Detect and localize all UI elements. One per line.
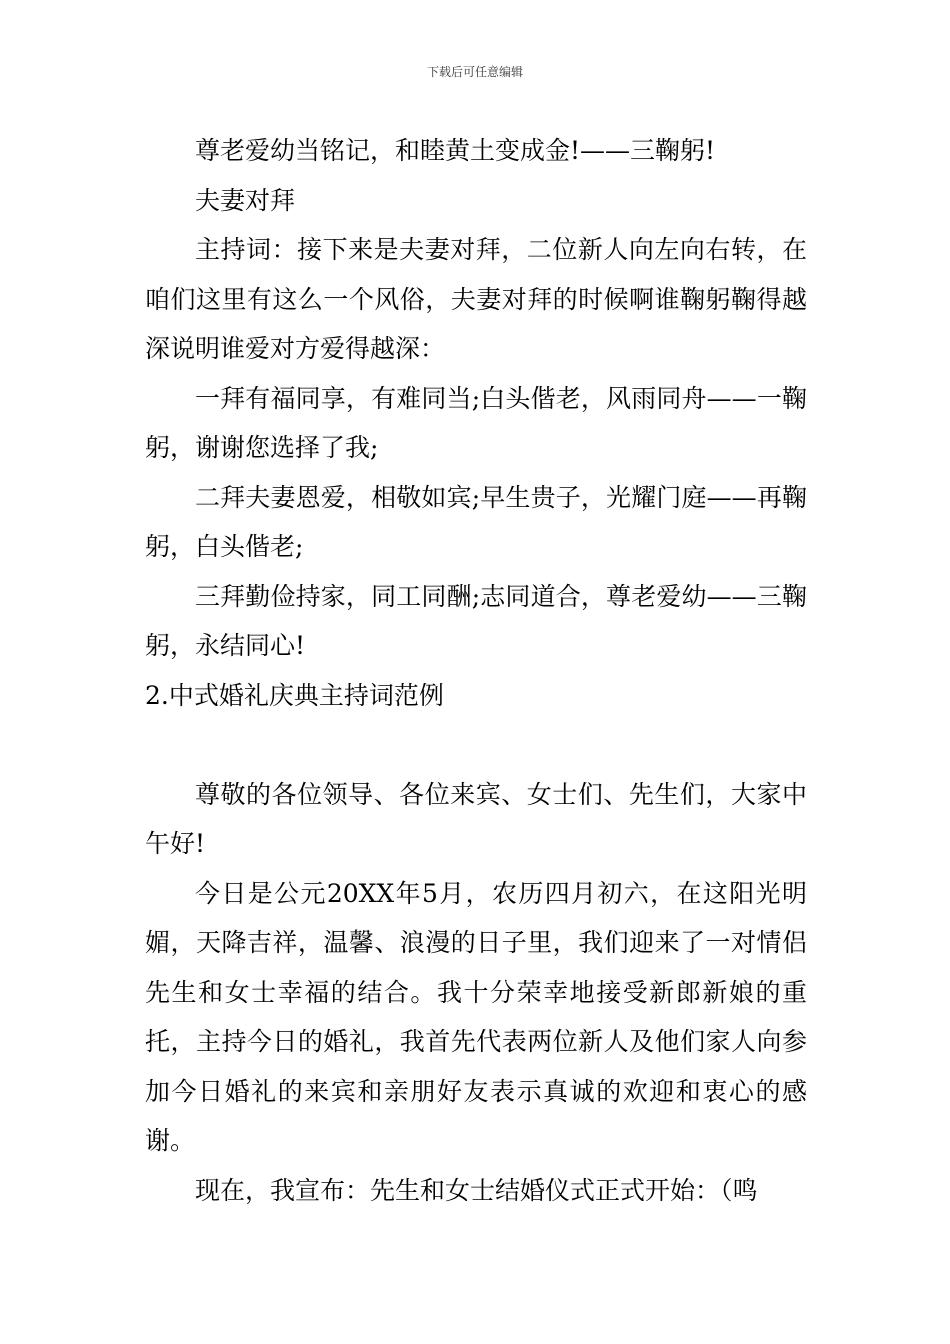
document-body <box>145 126 807 1215</box>
paragraph: 三拜勤俭持家，同工同酬;志同道合，尊老爱幼——三鞠躬，永结同心! <box>145 581 807 660</box>
paragraph: 尊敬的各位领导、各位来宾、女士们、先生们，大家中午好! <box>145 779 807 858</box>
blank-line <box>145 720 807 770</box>
paragraph: 今日是公元20XX年5月，农历四月初六，在这阳光明媚，天降吉祥，温馨、浪漫的日子里，我们迎来了一对情侣先生和女士幸福的结合。我十分荣幸地接受新郎新娘的重托，主持今日的婚礼，我首先代表两位新人及他们家人向参加今日婚礼的来宾和亲朋好友表示真诚的欢迎和衷心的感谢。 <box>145 878 807 1155</box>
paragraph: 主持词：接下来是夫妻对拜，二位新人向左向右转，在咱们这里有这么一个风俗，夫妻对拜的时候啊谁鞠躬鞠得越深说明谁爱对方爱得越深： <box>145 235 807 363</box>
paragraph: 夫妻对拜 <box>195 185 296 215</box>
section-heading: 2.中式婚礼庆典主持词范例 <box>145 680 444 710</box>
paragraph: 尊老爱幼当铭记，和睦黄土变成金!——三鞠躬! <box>195 136 716 165</box>
paragraph: 一拜有福同享，有难同当;白头偕老，风雨同舟——一鞠躬，谢谢您选择了我; <box>145 383 807 462</box>
paragraph: 二拜夫妻恩爱，相敬如宾;早生贵子，光耀门庭——再鞠躬，白头偕老; <box>145 482 807 561</box>
paragraph: 现在，我宣布：先生和女士结婚仪式正式开始：（鸣 <box>195 1175 758 1205</box>
page-header: 下载后可任意编辑 <box>426 65 523 79</box>
